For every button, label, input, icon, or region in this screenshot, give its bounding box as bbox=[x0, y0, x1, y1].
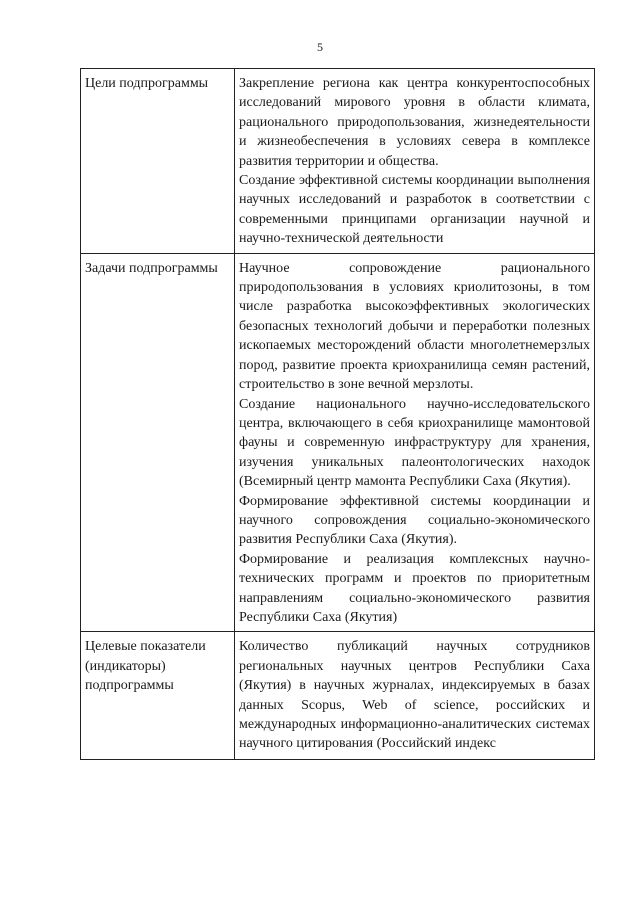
page-number: 5 bbox=[317, 40, 323, 54]
table-row-indicators bbox=[81, 632, 595, 760]
paragraph: Формирование и реализация комплексных научно-технических программ и проектов по приоритетным направлениям социально-экономического развития Республики Саха (Якутия) bbox=[239, 551, 590, 625]
paragraph: Количество публикаций научных сотрудников региональных научных центров Республики Саха (Якутия) в научных журналах, индексируемых в базах данных Scopus, Web of science, российских и международных информационно-аналитических системах научного цитирования (Российский индекс bbox=[239, 639, 590, 752]
subprogram-table bbox=[80, 68, 595, 760]
paragraph: Закрепление региона как центра конкурентоспособных исследований мирового уровня в области климата, рационального природопользования, жизнедеятельности и жизнеобеспечения в условиях севера в комплексе развития территории и общества. bbox=[239, 76, 590, 169]
row-label: Задачи подпрограммы bbox=[81, 253, 235, 632]
row-content bbox=[235, 632, 595, 760]
table-row-goals bbox=[81, 69, 595, 254]
paragraph: Научное сопровождение рационального природопользования в условиях криолитозоны, в том числе разработка высокоэффективных экологических безопасных технологий добычи и переработки полезных ископаемых месторождений области многолетнемерзлых пород, развитие проекта криохранилища семян растений, строительство в зоне вечной мерзлоты. bbox=[239, 260, 590, 393]
paragraph: Формирование эффективной системы координации и научного сопровождения социально-экономического развития Республики Саха (Якутия). bbox=[239, 493, 590, 548]
paragraph: Создание национального научно-исследовательского центра, включающего в себя криохранилище мамонтовой фауны и современную инфраструктуру для хранения, изучения уникальных палеонтологических находок (Всемирный центр мамонта Республики Саха (Якутия). bbox=[239, 396, 590, 490]
row-label: Целевые показатели (индикаторы) подпрограммы bbox=[81, 632, 235, 760]
table-row-tasks bbox=[81, 253, 595, 632]
paragraph: Создание эффективной системы координации выполнения научных исследований и разработок в соответствии с современными принципами организации научной и научно-технической деятельности bbox=[239, 173, 590, 247]
row-content bbox=[235, 253, 595, 632]
row-label: Цели подпрограммы bbox=[81, 69, 235, 254]
row-content bbox=[235, 69, 595, 254]
